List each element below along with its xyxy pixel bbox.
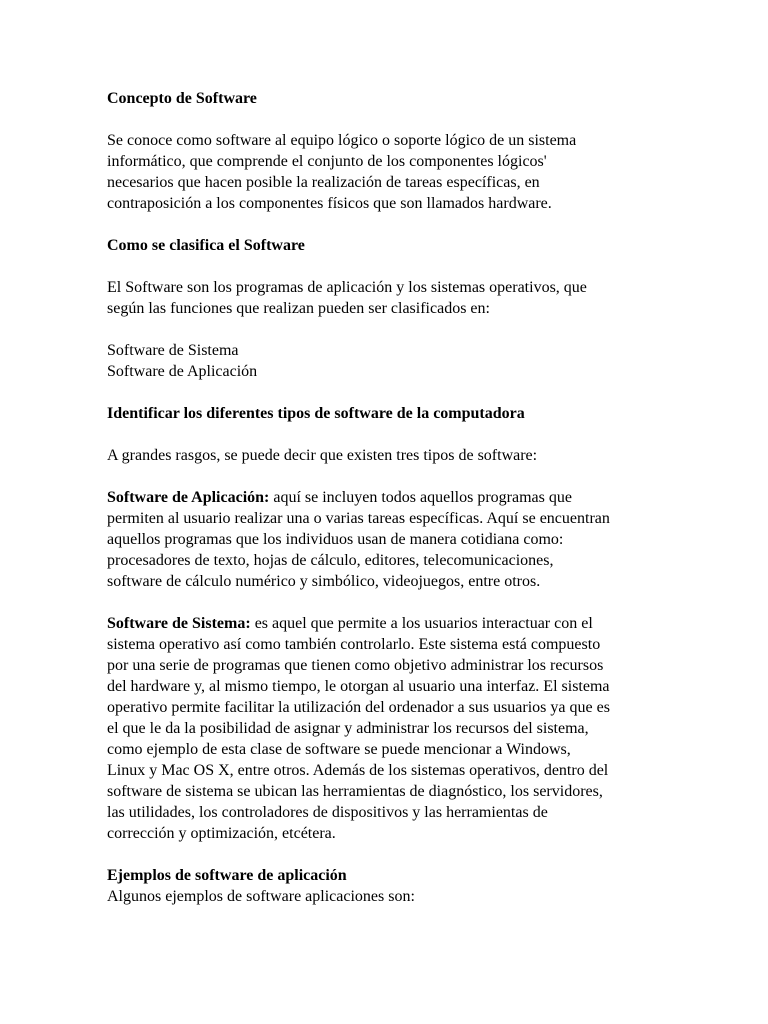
text-line: sistema operativo así como también controlarlo. Este sistema está compuesto bbox=[107, 636, 601, 653]
text-line: operativo permite facilitar la utilización del ordenador a sus usuarios ya que es bbox=[107, 699, 610, 716]
text-fragment: es aquel que permite a los usuarios interactuar con el bbox=[250, 615, 593, 632]
text-line: contraposición a los componentes físicos que son llamados hardware. bbox=[107, 195, 552, 212]
text-fragment: aquí se incluyen todos aquellos programas que bbox=[269, 489, 572, 506]
term-software-sistema: Software de Sistema: bbox=[107, 615, 251, 632]
text-line: El Software son los programas de aplicación y los sistemas operativos, que bbox=[107, 279, 587, 296]
paragraph-gap bbox=[107, 319, 687, 340]
paragraph-gap bbox=[107, 214, 687, 235]
text-line: informático, que comprende el conjunto de los componentes lógicos' bbox=[107, 153, 547, 170]
paragraph-gap bbox=[107, 466, 687, 487]
list-item: Software de Aplicación bbox=[107, 363, 258, 380]
heading-ejemplos-aplicacion: Ejemplos de software de aplicación bbox=[107, 867, 347, 884]
text-line: del hardware y, al mismo tiempo, le otorgan al usuario una interfaz. El sistema bbox=[107, 678, 610, 695]
text-line: software de cálculo numérico y simbólico, videojuegos, entre otros. bbox=[107, 573, 541, 590]
text-line: Linux y Mac OS X, entre otros. Además de los sistemas operativos, dentro del bbox=[107, 762, 609, 779]
text-line: software de sistema se ubican las herramientas de diagnóstico, los servidores, bbox=[107, 783, 603, 800]
text-line: como ejemplo de esta clase de software se puede mencionar a Windows, bbox=[107, 741, 571, 758]
text-line: corrección y optimización, etcétera. bbox=[107, 825, 336, 842]
paragraph-gap bbox=[107, 844, 687, 865]
list-item: Software de Sistema bbox=[107, 342, 239, 359]
text-line: el que le da la posibilidad de asignar y administrar los recursos del sistema, bbox=[107, 720, 589, 737]
text-line: procesadores de texto, hojas de cálculo, editores, telecomunicaciones, bbox=[107, 552, 554, 569]
paragraph-intro-tipos: A grandes rasgos, se puede decir que existen tres tipos de software: bbox=[107, 447, 538, 464]
paragraph-gap bbox=[107, 592, 687, 613]
paragraph-gap bbox=[107, 109, 687, 130]
term-software-aplicacion: Software de Aplicación: bbox=[107, 489, 270, 506]
text-line: aquellos programas que los individuos usan de manera cotidiana como: bbox=[107, 531, 564, 548]
paragraph-concepto bbox=[107, 130, 687, 214]
paragraph-gap bbox=[107, 256, 687, 277]
text-line: permiten al usuario realizar una o varias tareas específicas. Aquí se encuentran bbox=[107, 510, 610, 527]
heading-clasificacion: Como se clasifica el Software bbox=[107, 237, 305, 254]
text-line: necesarios que hacen posible la realización de tareas específicas, en bbox=[107, 174, 540, 191]
text-line bbox=[107, 613, 687, 634]
paragraph-software-sistema bbox=[107, 613, 687, 844]
text-line: Algunos ejemplos de software aplicaciones son: bbox=[107, 888, 415, 905]
text-line: Se conoce como software al equipo lógico o soporte lógico de un sistema bbox=[107, 132, 577, 149]
text-line: por una serie de programas que tienen como objetivo administrar los recursos bbox=[107, 657, 604, 674]
paragraph-gap bbox=[107, 382, 687, 403]
text-line: las utilidades, los controladores de dispositivos y las herramientas de bbox=[107, 804, 548, 821]
classification-list bbox=[107, 340, 687, 382]
document-page bbox=[107, 88, 687, 907]
paragraph-software-aplicacion bbox=[107, 487, 687, 592]
heading-concepto-software: Concepto de Software bbox=[107, 90, 257, 107]
paragraph-clasificacion bbox=[107, 277, 687, 319]
text-line: según las funciones que realizan pueden ser clasificados en: bbox=[107, 300, 490, 317]
text-line bbox=[107, 487, 687, 508]
heading-tipos-software: Identificar los diferentes tipos de software de la computadora bbox=[107, 405, 525, 422]
paragraph-gap bbox=[107, 424, 687, 445]
